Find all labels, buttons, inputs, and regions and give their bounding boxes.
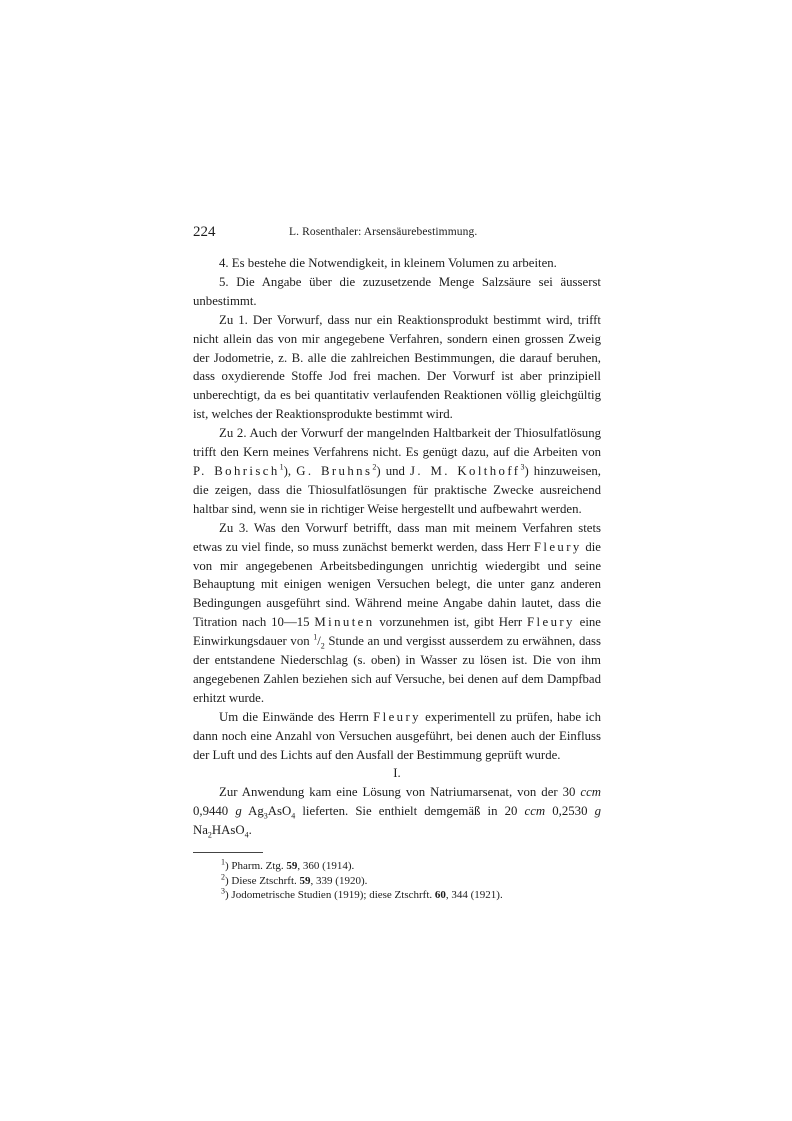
unit: g [235, 804, 242, 819]
text-run: die von mir angegebenen Arbeitsbedingungen unrichtig wiedergibt und seine Behauptung mit einigen wenigen Versuchen belegt, die unter ganz anderen Bedingungen ausgeführt sind. Während meine Angabe dahin lautet, dass die Titration nach 10—15 [193, 539, 601, 630]
footnotes [193, 859, 601, 902]
formula-subscript: 3 [263, 811, 268, 821]
volume-number: 59 [299, 874, 311, 887]
paragraph-reply-3 [193, 519, 601, 708]
author-name: G. Bruhns [296, 463, 373, 478]
footnote-2 [221, 871, 601, 888]
fraction-denominator: 2 [320, 641, 325, 651]
text-run: Zu 3. Was den Vorwurf betrifft, dass man mit meinem Verfahren stets etwas zu viel finde, so muss zunächst bemerkt werden, dass Herr [193, 520, 601, 554]
footnote-ref: 1 [279, 462, 284, 472]
footnote-mark: 3 [221, 886, 225, 896]
page-header [193, 224, 601, 246]
text-run: experimentell zu prüfen, habe ich dann noch eine Anzahl von Versuchen ausgeführt, bei denen auch der Einfluss der Luft und des Lichts auf den Ausfall der Bestimmung geprüft wurde. [193, 709, 601, 762]
footnote-text: ) Diese Ztschrft. [225, 874, 300, 887]
paragraph-reply-2 [193, 424, 601, 519]
author-name: P. Bohrisch [193, 463, 280, 478]
main-text [193, 254, 601, 840]
author-name: Fleury [533, 539, 582, 554]
footnote-mark: 2 [221, 871, 225, 881]
unit: ccm [580, 785, 601, 800]
text-run: vorzunehmen ist, gibt Herr [374, 615, 528, 630]
footnote-text: , 360 (1914). [297, 860, 355, 873]
text-run: ) und [376, 463, 411, 478]
text-run: 0,9440 [193, 804, 236, 819]
fraction-slash: / [317, 634, 321, 649]
paragraph-point-5: 5. Die Angabe über die zuzusetzende Menge Salzsäure sei äusserst unbestimmt. [193, 274, 601, 308]
formula-part: Ag [241, 804, 264, 819]
author-name: J. M. Kolthoff [410, 463, 521, 478]
footnote-1 [221, 859, 601, 873]
unit: ccm [524, 804, 546, 819]
footnote-mark: 1 [221, 857, 225, 867]
text-run: lieferten. Sie enthielt demgemäß in 20 [295, 804, 525, 819]
emphasis-word: Minuten [314, 615, 375, 630]
section-heading: I. [393, 766, 401, 781]
text-run: 0,2530 [545, 804, 595, 819]
formula-subscript: 4 [291, 811, 296, 821]
fraction-numerator: 1 [313, 632, 318, 642]
paragraph-reply-1: Zu 1. Der Vorwurf, dass nur ein Reaktionsprodukt bestimmt wird, trifft nicht allein das von mir angegebene Verfahren, sondern einen grossen Zweig der Jodometrie, z. B. alle die zahlreichen Bestimmungen, die darauf beruhen, dass oxydierende Stoffe Jod frei machen. Der Vorwurf ist aber prinzipiell unberechtigt, da es bei quantitativ verlaufenden Reaktionen völlig gleichgültig ist, welches der Reaktionsprodukte bestimmt wird. [193, 312, 601, 422]
text-run: Zur Anwendung kam eine Lösung von Natriumarsenat, von der 30 [219, 785, 581, 800]
paragraph-experiments [193, 708, 601, 765]
formula-part: HAsO [211, 823, 245, 838]
formula-subscript: 2 [207, 830, 212, 840]
formula-part: Na [193, 823, 208, 838]
text-run: ), [283, 463, 297, 478]
text-run: Um die Einwände des Herrn [219, 709, 374, 724]
text-run: ) hinzuweisen, die zeigen, dass die Thiosulfatlösungen für praktische Zwecke ausreichend haltbar sind, wenn sie in richtiger Weise hergestellt und aufbewahrt werden. [193, 463, 601, 516]
book-page [193, 224, 601, 902]
text-run: Stunde an und vergisst ausserdem zu erwähnen, dass der entstandene Niederschlag (s. oben) in Wasser zu lösen ist. Die von ihm angegebenen Zahlen beziehen sich auf Versuche, bei denen auf dem Dampfbad erhitzt wurde. [193, 634, 602, 705]
footnote-text: , 339 (1920). [310, 874, 368, 887]
footnote-ref: 3 [520, 462, 525, 472]
footnote-divider [193, 852, 263, 853]
text-run: . [248, 823, 252, 838]
formula-subscript: 4 [244, 830, 249, 840]
footnote-3 [221, 888, 601, 902]
footnote-text: , 344 (1921). [445, 888, 503, 901]
footnote-ref: 2 [372, 462, 377, 472]
author-name: Fleury [373, 709, 421, 724]
text-run: Zu 2. Auch der Vorwurf der mangelnden Haltbarkeit der Thiosulfatlösung trifft den Kern meines Verfahrens nicht. Es genügt dazu, auf die Arbeiten von [193, 426, 601, 460]
text-run: eine Einwirkungsdauer von [193, 615, 601, 649]
page-number: 224 [193, 224, 216, 240]
volume-number: 60 [434, 888, 446, 901]
running-title: L. Rosenthaler: Arsensäurebestimmung. [289, 226, 478, 238]
author-name: Fleury [527, 615, 575, 630]
volume-number: 59 [286, 860, 298, 873]
paragraph-point-4: 4. Es bestehe die Notwendigkeit, in kleinem Volumen zu arbeiten. [219, 256, 557, 270]
footnote-text: ) Jodometrische Studien (1919); diese Ztschrft. [225, 888, 435, 901]
paragraph-solution [193, 783, 601, 840]
formula-part: AsO [267, 804, 292, 819]
footnote-text: ) Pharm. Ztg. [225, 860, 287, 873]
unit: g [594, 804, 601, 819]
